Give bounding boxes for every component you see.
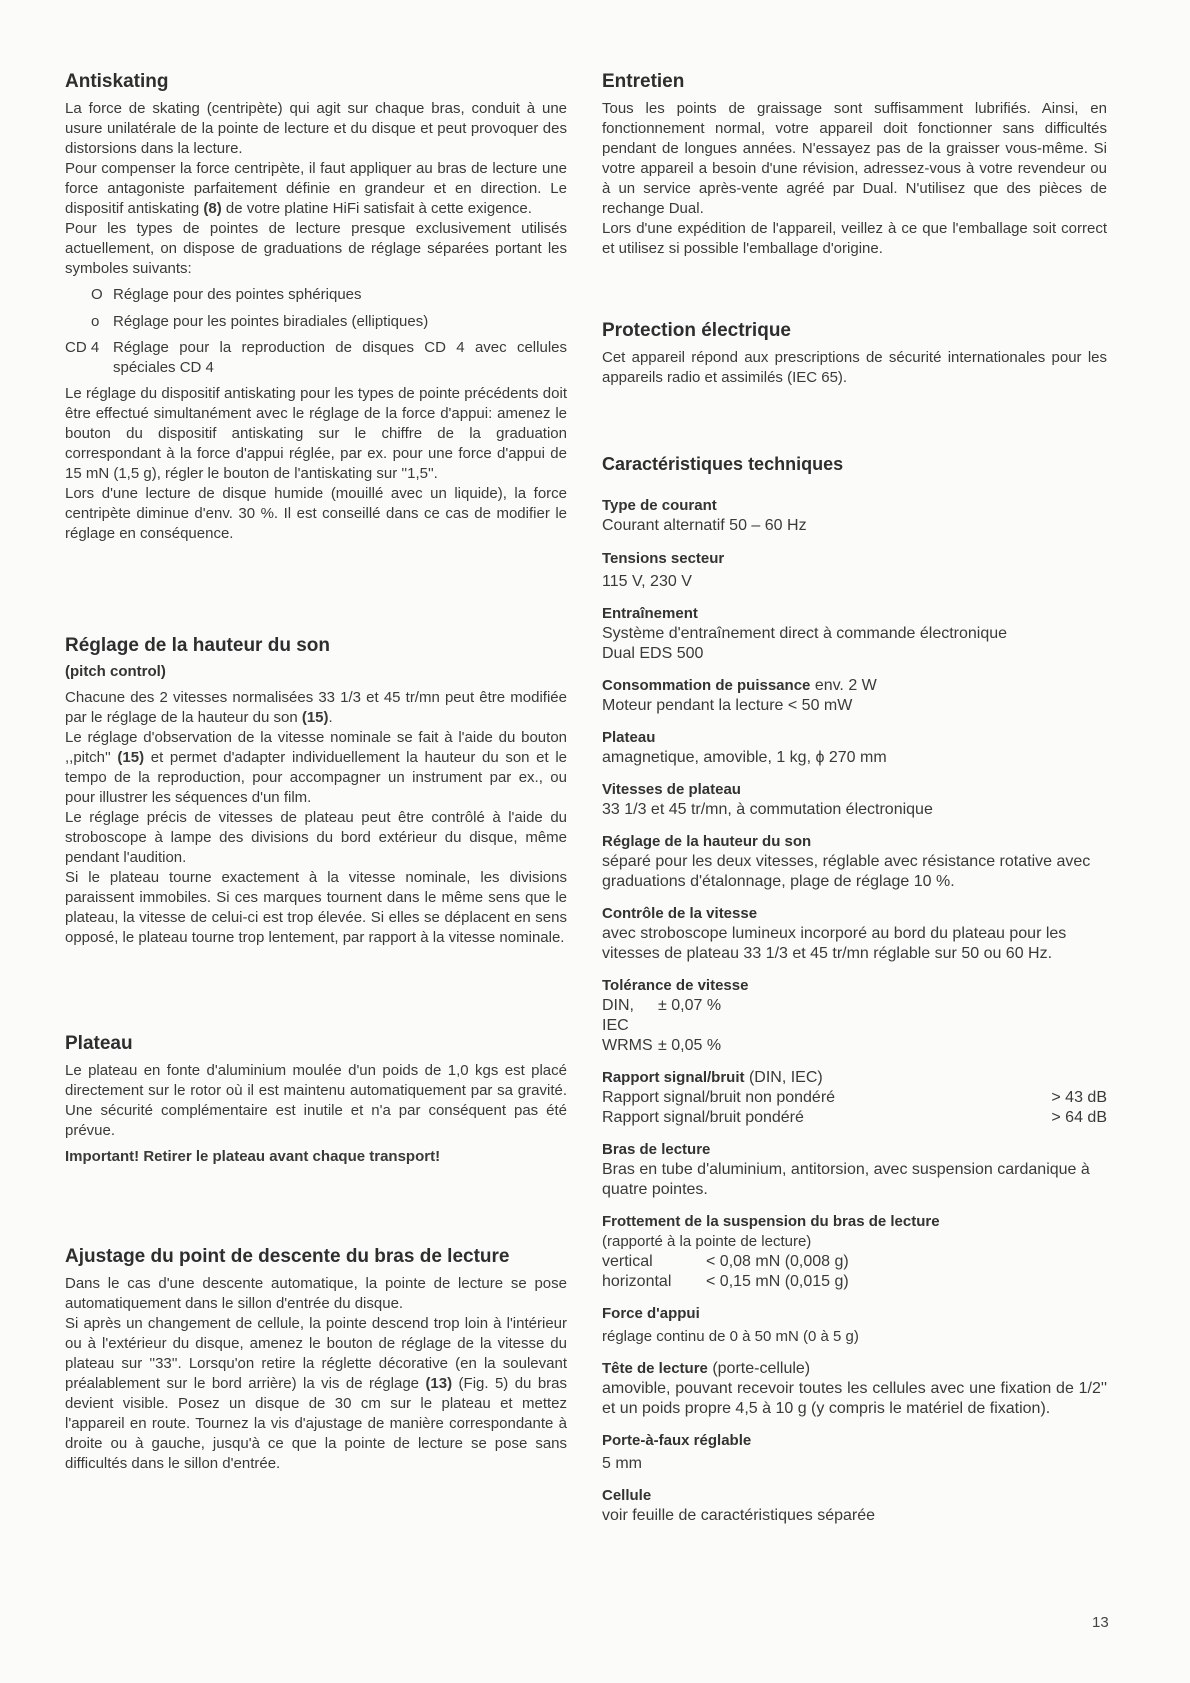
left-column: [65, 70, 567, 1474]
heading-entretien: Entretien: [602, 71, 685, 92]
spec-vitesses: Vitesses de plateau 33 1/3 et 45 tr/mn, à commutation électronique: [602, 781, 933, 818]
spec-reglage: Réglage de la hauteur du son séparé pour les deux vitesses, réglable avec résistance rotative avec graduations d'étalonnage, plage de réglage 10 %.: [602, 833, 1091, 890]
heading-pitch: Réglage de la hauteur du son: [65, 635, 330, 656]
paragraph: Le plateau en fonte d'aluminium moulée d'un poids de 1,0 kgs est placé directement sur le rotor où il est maintenu automatiquement par sa gravité. Une sécurité complémentaire est inutile et n'a par conséquent pas été prévue.: [65, 1062, 567, 1139]
spec-entrainement: Entraînement Système d'entraînement direct à commande électronique Dual EDS 500: [602, 605, 1008, 662]
heading-antiskating: Antiskating: [65, 71, 169, 92]
important-note: Important! Retirer le plateau avant chaque transport!: [65, 1148, 441, 1165]
spec-tensions: Tensions secteur 115 V, 230 V: [602, 550, 725, 590]
paragraph: Lors d'une lecture de disque humide (mouillé avec un liquide), la force centripète diminue d'env. 30 %. Il est conseillé dans ce cas de modifier le réglage en conséquence.: [65, 485, 567, 542]
section-protection: [602, 319, 1107, 388]
paragraph: Le réglage du dispositif antiskating pour les types de pointe précédents doit être effectué simultanément avec le réglage de la force d'appui: amenez le bouton du dispositif antiskating sur le chiffre de la graduation correspondant à la force d'appui réglée, par ex. pour une force d'appui de 15 mN (1,5 g), régler le bouton de l'antiskating sur ''1,5''.: [65, 385, 567, 482]
paragraph: Chacune des 2 vitesses normalisées 33 1/3 et 45 tr/mn peut être modifiée par le réglage de la hauteur du son (15).: [65, 689, 567, 726]
paragraph: Dans le cas d'une descente automatique, la pointe de lecture se pose automatiquement dans le sillon d'entrée du disque.: [65, 1275, 567, 1312]
page-number: 13: [1092, 1614, 1109, 1631]
heading-protection: Protection électrique: [602, 320, 791, 341]
spec-controle: Contrôle de la vitesse avec stroboscope lumineux incorporé au bord du plateau pour les vitesses de plateau 33 1/3 et 45 tr/mn réglable sur 50 ou 60 Hz.: [602, 905, 1067, 962]
spec-plateau: Plateau amagnetique, amovible, 1 kg, ϕ 270 mm: [602, 729, 887, 766]
section-entretien: [602, 70, 1107, 259]
paragraph: Pour compenser la force centripète, il faut appliquer au bras de lecture une force antagoniste parfaitement définie en grandeur et en direction. Le dispositif antiskating (8) de votre platine HiFi satisfait à cette exigence.: [65, 160, 567, 217]
symbol-item: CD 4 Réglage pour la reproduction de disques CD 4 avec cellules spéciales CD 4: [65, 339, 567, 376]
spec-tete: Tête de lecture (porte-cellule) amovible, pouvant recevoir toutes les cellules avec une fixation de 1/2'' et un poids propre 4,5 à 10 g (y compris le matériel de fixation).: [602, 1360, 1107, 1417]
spec-tolerance: Tolérance de vitesse DIN, IEC ± 0,07 % WRMS ± 0,05 %: [602, 977, 749, 1054]
spec-consommation: Consommation de puissance env. 2 W Moteur pendant la lecture < 50 mW: [602, 677, 877, 714]
paragraph: Le réglage d'observation de la vitesse nominale se fait à l'aide du bouton ,,pitch'' (15) et permet d'adapter individuellement la hauteur du son et le tempo de la reproduction, pour accompagner un instrument par ex., ou pour illustrer les séquences d'un film.: [65, 729, 567, 806]
spec-bras: Bras de lecture Bras en tube d'aluminium, antitorsion, avec suspension cardanique à quatre pointes.: [602, 1141, 1090, 1198]
symbol-item: O Réglage pour des pointes sphériques: [91, 286, 362, 303]
heading-plateau: Plateau: [65, 1033, 133, 1054]
spec-frottement: Frottement de la suspension du bras de lecture (rapporté à la pointe de lecture) vertical < 0,08 mN (0,008 g) horizontal < 0,15 mN (0,015 g): [602, 1213, 940, 1290]
spec-courant: Type de courant Courant alternatif 50 – 60 Hz: [602, 497, 807, 534]
subheading-pitch: (pitch control): [65, 663, 166, 680]
section-ajustage: [65, 1245, 567, 1474]
spec-porte: Porte-à-faux réglable 5 mm: [602, 1432, 752, 1472]
paragraph: Pour les types de pointes de lecture presque exclusivement utilisés actuellement, on dispose de graduations de réglage séparées portant les symboles suivants:: [65, 220, 567, 277]
paragraph: Si le plateau tourne exactement à la vitesse nominale, les divisions paraissent immobiles. Si ces marques tournent dans le même sens que le plateau, la vitesse de celui-ci est trop élevée. Si elles se déplacent en sens opposé, le plateau tourne trop lentement, par rapport à la vitesse nominale.: [65, 869, 567, 946]
paragraph: Si après un changement de cellule, la pointe descend trop loin à l'intérieur ou à l'extérieur du disque, amenez le bouton de réglage de la vitesse du plateau sur ''33''. Lorsqu'on retire la réglette décorative (en la soulevant préalablement sur le bord arrière) la vis de réglage (13) (Fig. 5) du bras devient visible. Posez un disque de 30 cm sur le plateau et mettez l'appareil en route. Tournez la vis d'ajustage de manière correspondante à droite ou à gauche, jusqu'à ce que la pointe de lecture se pose sans difficultés dans le sillon d'entrée.: [65, 1315, 567, 1472]
paragraph: Cet appareil répond aux prescriptions de sécurité internationales pour les appareils radio et assimilés (IEC 65).: [602, 349, 1107, 386]
spec-cellule: Cellule voir feuille de caractéristiques séparée: [602, 1487, 876, 1524]
right-column: [602, 70, 1107, 1526]
spec-force: Force d'appui réglage continu de 0 à 50 mN (0 à 5 g): [602, 1305, 859, 1345]
spec-rapport: Rapport signal/bruit (DIN, IEC) Rapport signal/bruit non pondéré > 43 dB Rapport signal/bruit pondéré > 64 dB: [602, 1069, 1107, 1126]
heading-specs: Caractéristiques techniques: [602, 454, 844, 474]
paragraph: Lors d'une expédition de l'appareil, veillez à ce que l'emballage soit correct et utilisez si possible l'emballage d'origine.: [602, 220, 1107, 257]
section-specs: [602, 452, 1107, 1526]
paragraph: Le réglage précis de vitesses de plateau peut être contrôlé à l'aide du stroboscope à lampe des divisions du bord extérieur du disque, même pendant l'audition.: [65, 809, 567, 866]
section-plateau: [65, 1032, 567, 1167]
symbol-item: o Réglage pour les pointes biradiales (elliptiques): [91, 313, 429, 330]
paragraph: La force de skating (centripète) qui agit sur chaque bras, conduit à une usure unilatérale de la pointe de lecture et du disque et peut provoquer des distorsions dans la lecture.: [65, 100, 567, 157]
section-antiskating: [65, 70, 567, 544]
paragraph: Tous les points de graissage sont suffisamment lubrifiés. Ainsi, en fonctionnement normal, votre appareil doit fonctionner sans difficultés pendant de longues années. N'essayez pas de la graisser vous-même. Si votre appareil a besoin d'une révision, adressez-vous à votre revendeur ou à un service après-vente agréé par Dual. N'utilisez que des pièces de rechange Dual.: [602, 100, 1107, 217]
heading-ajustage: Ajustage du point de descente du bras de lecture: [65, 1246, 510, 1267]
section-pitch: [65, 634, 567, 948]
